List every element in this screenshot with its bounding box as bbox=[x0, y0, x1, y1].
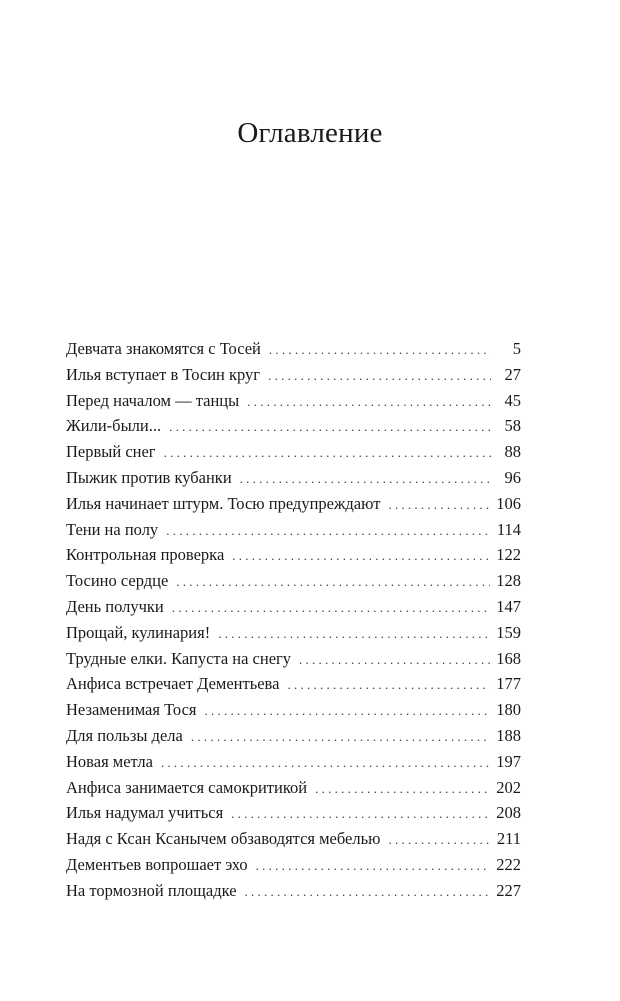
toc-entry-title: На тормозной площадке bbox=[66, 880, 237, 900]
toc-entry bbox=[66, 671, 521, 697]
dot-leader bbox=[205, 698, 491, 723]
dot-leader bbox=[166, 518, 491, 543]
toc-entry-page: 177 bbox=[496, 674, 521, 694]
toc-entry bbox=[66, 568, 521, 594]
dot-leader bbox=[191, 724, 490, 749]
toc-entry-title: Прощай, кулинария! bbox=[66, 622, 211, 642]
toc-entry bbox=[66, 723, 521, 749]
toc-entry-title: Анфиса встречает Дементьева bbox=[66, 674, 280, 694]
dot-leader bbox=[169, 414, 491, 439]
dot-leader bbox=[161, 750, 490, 775]
toc-entry-title: Первый снег bbox=[66, 442, 156, 462]
toc-entry bbox=[66, 697, 521, 723]
toc-entry-page: 114 bbox=[496, 519, 521, 539]
toc-entry bbox=[66, 620, 521, 646]
dot-leader bbox=[218, 621, 490, 646]
toc-entry-page: 202 bbox=[496, 777, 521, 797]
toc-entry bbox=[66, 594, 521, 620]
dot-leader bbox=[247, 389, 491, 414]
toc-entry-title: Перед началом — танцы bbox=[66, 390, 240, 410]
toc-entry bbox=[66, 413, 521, 439]
toc-entry-page: 188 bbox=[496, 725, 521, 745]
toc-entry-page: 197 bbox=[496, 751, 521, 771]
toc-entry-title: Для пользы дела bbox=[66, 725, 183, 745]
toc-entry-page: 106 bbox=[496, 493, 521, 513]
dot-leader bbox=[172, 595, 490, 620]
toc-entry bbox=[66, 542, 521, 568]
dot-leader bbox=[269, 337, 491, 362]
toc-entry bbox=[66, 646, 521, 672]
toc-entry bbox=[66, 749, 521, 775]
toc-entry-title: Надя с Ксан Ксанычем обзаводятся мебелью bbox=[66, 829, 381, 849]
dot-leader bbox=[245, 879, 491, 904]
dot-leader bbox=[256, 853, 491, 878]
toc-entry-title: Илья начинает штурм. Тосю предупреждают bbox=[66, 493, 381, 513]
toc-entry-title: Тосино сердце bbox=[66, 571, 169, 591]
toc-entry-title: Жили-были... bbox=[66, 416, 162, 436]
toc-entry-page: 168 bbox=[496, 648, 521, 668]
toc-entry-title: Девчата знакомятся с Тосей bbox=[66, 339, 261, 358]
toc-entry-title: Новая метла bbox=[66, 751, 153, 771]
toc-entry-title: Тени на полу bbox=[66, 519, 159, 539]
dot-leader bbox=[315, 776, 490, 801]
dot-leader bbox=[176, 569, 490, 594]
toc-entry-title: Контрольная проверка bbox=[66, 545, 225, 565]
toc-entry bbox=[66, 491, 521, 517]
toc-entry bbox=[66, 362, 521, 388]
toc-entry bbox=[66, 852, 521, 878]
dot-leader bbox=[388, 492, 490, 517]
toc-entry bbox=[66, 517, 521, 543]
toc-entry bbox=[66, 465, 521, 491]
toc-entry-page: 222 bbox=[496, 854, 521, 874]
dot-leader bbox=[268, 363, 491, 388]
toc-entry-page: 27 bbox=[504, 364, 521, 384]
toc-entry-page: 58 bbox=[504, 416, 521, 436]
toc-entry bbox=[66, 336, 521, 362]
toc-entry-title: Илья вступает в Тосин круг bbox=[66, 364, 261, 384]
toc-entry-page: 227 bbox=[496, 880, 521, 900]
toc-entry-title: Дементьев вопрошает эхо bbox=[66, 854, 248, 874]
toc-entry bbox=[66, 826, 521, 852]
dot-leader bbox=[287, 672, 490, 697]
toc-entry-title: Пыжик против кубанки bbox=[66, 467, 232, 487]
toc-entry-title: Трудные елки. Капуста на снегу bbox=[66, 648, 292, 668]
dot-leader bbox=[164, 440, 491, 465]
toc-entry bbox=[66, 388, 521, 414]
toc-entry bbox=[66, 439, 521, 465]
toc-entry bbox=[66, 800, 521, 826]
toc-entry-page: 180 bbox=[496, 700, 521, 720]
toc-entry-title: Илья надумал учиться bbox=[66, 803, 224, 823]
toc-entry-page: 5 bbox=[512, 339, 521, 358]
toc-entry-page: 122 bbox=[496, 545, 521, 565]
toc-entry-page: 208 bbox=[496, 803, 521, 823]
toc-entry-page: 159 bbox=[496, 622, 521, 642]
toc-entry-title: День получки bbox=[66, 596, 164, 616]
toc-entry-page: 45 bbox=[504, 390, 521, 410]
toc-entry bbox=[66, 878, 521, 904]
toc-entry-page: 147 bbox=[496, 596, 521, 616]
toc-entry-page: 211 bbox=[496, 829, 521, 849]
dot-leader bbox=[240, 466, 491, 491]
toc-entry-page: 88 bbox=[504, 442, 521, 462]
dot-leader bbox=[299, 647, 490, 672]
dot-leader bbox=[232, 543, 490, 568]
toc-entry-page: 128 bbox=[496, 571, 521, 591]
toc-entry-title: Незаменимая Тося bbox=[66, 700, 197, 720]
dot-leader bbox=[231, 801, 490, 826]
toc-entry-page: 96 bbox=[504, 467, 521, 487]
toc-entry bbox=[66, 775, 521, 801]
dot-leader bbox=[388, 827, 490, 852]
table-of-contents bbox=[66, 336, 521, 904]
toc-entry-title: Анфиса занимается самокритикой bbox=[66, 777, 308, 797]
page-title: Оглавление bbox=[237, 117, 383, 149]
